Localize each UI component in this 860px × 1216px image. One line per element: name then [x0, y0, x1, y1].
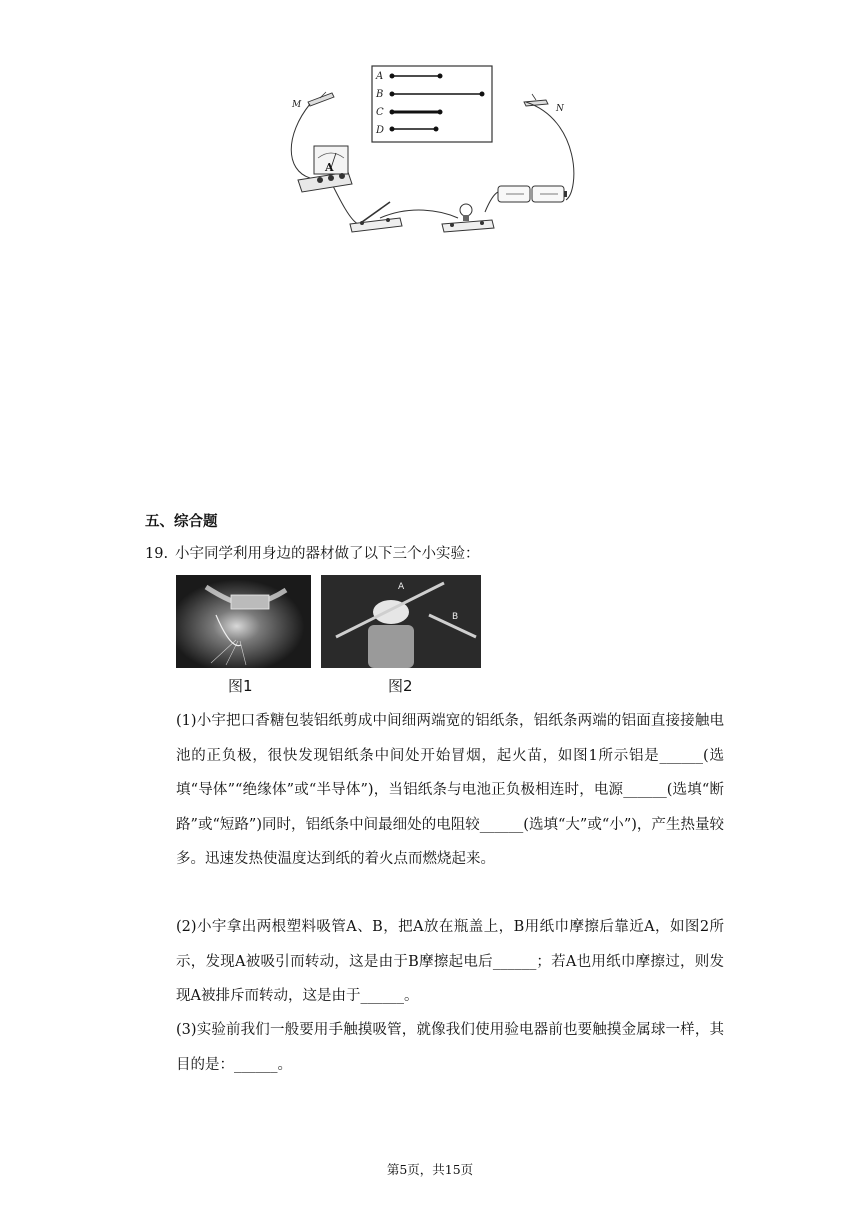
- figure-2-caption: 图2: [388, 677, 413, 695]
- figure-1-caption: 图1: [228, 677, 253, 695]
- svg-text:B: B: [452, 612, 459, 622]
- section-title: 五、综合题: [145, 514, 218, 530]
- clip-m: [291, 92, 334, 110]
- svg-text:A: A: [376, 71, 384, 82]
- svg-text:A: A: [325, 161, 334, 174]
- question-part-1: (1)小宇把口香糖包装铝纸剪成中间细两端宽的铝纸条，铝纸条两端的铝面直接接触电池的正负极，很快发现铝纸条中间处开始冒烟，起火苗，如图1所示铝是______(选填“导体”“绝缘体”或“半导体”)，当铝纸条与电池正负极相连时，电源______(选填“断路”或“短路”)同时，铝纸条中间最细处的电阻较______(选填“大”或“小”)，产生热量较多。迅速发热使温度达到纸的着火点而燃烧起来。: [176, 713, 724, 867]
- question-intro-text: 小宇同学利用身边的器材做了以下三个小实验：: [175, 546, 480, 562]
- svg-text:A: A: [398, 582, 405, 592]
- question-part-2: (2)小宇拿出两根塑料吸管A、B，把A放在瓶盖上，B用纸巾摩擦后靠近A，如图2所示，发现A被吸引而转动，这是由于B摩擦起电后______；若A也用纸巾摩擦过，则发现A被排斥而转动，这是由于______。: [176, 919, 724, 1004]
- svg-text:C: C: [376, 107, 384, 118]
- circuit-diagram: [280, 60, 600, 240]
- svg-text:B: B: [376, 89, 384, 100]
- svg-text:M: M: [292, 100, 302, 110]
- ammeter: [298, 146, 352, 192]
- question-number: 19.: [145, 546, 169, 562]
- page-footer: 第5页，共15页: [386, 1162, 474, 1177]
- photo-figure-1: [176, 575, 311, 668]
- svg-text:N: N: [556, 104, 564, 114]
- battery-pack: [498, 186, 567, 202]
- question-intro: [145, 542, 480, 563]
- switch: [350, 202, 402, 232]
- experiment-photos: [176, 575, 486, 697]
- photo-figure-2: [321, 575, 481, 668]
- svg-text:D: D: [376, 125, 385, 136]
- question-part-3: (3)实验前我们一般要用手触摸吸管，就像我们使用验电器前也要触摸金属球一样，其目的是：______。: [176, 1022, 724, 1073]
